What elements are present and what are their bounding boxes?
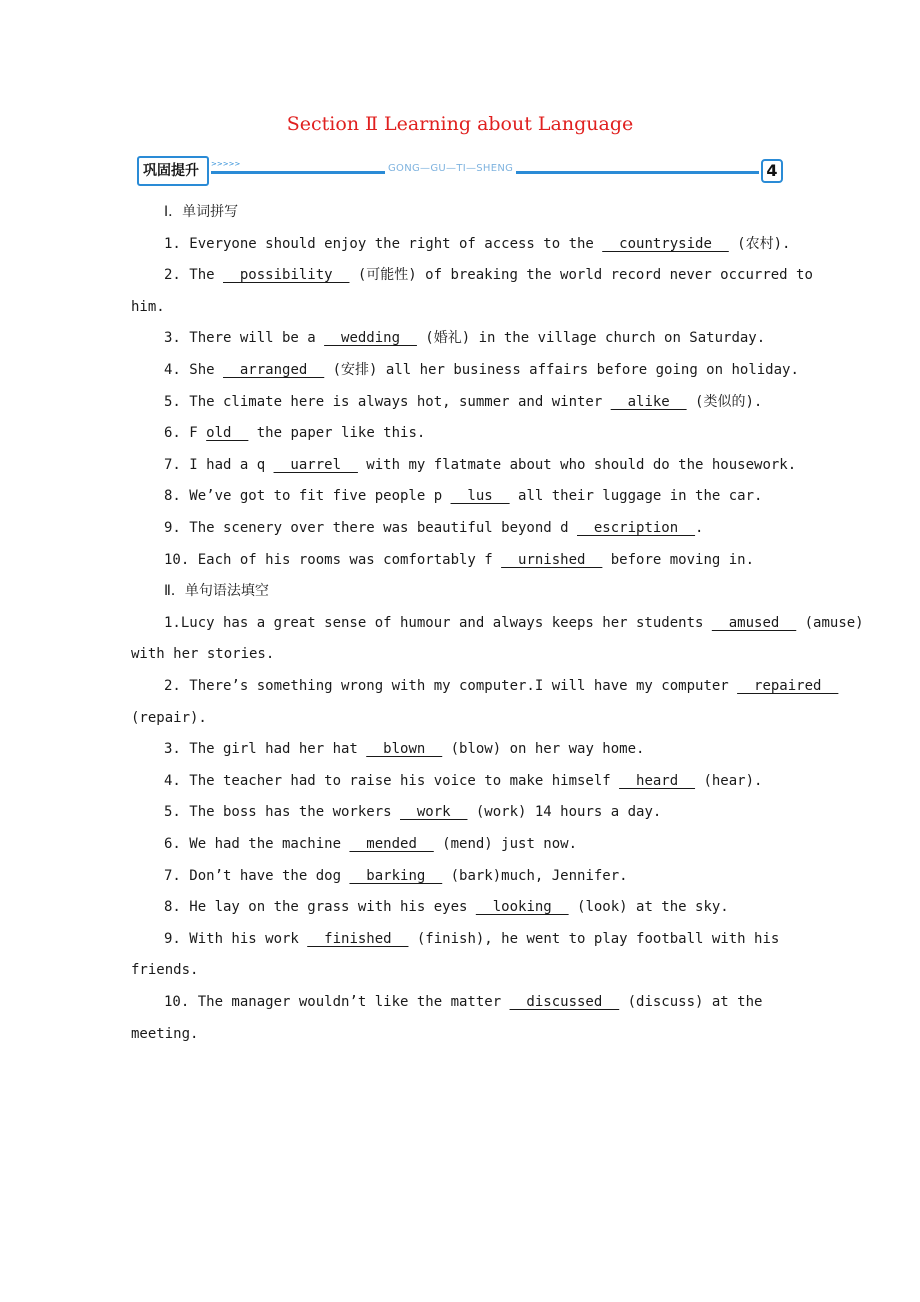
answer-blank: __heard__ (619, 772, 696, 789)
question-text-end: (bark)much, Jennifer. (442, 867, 628, 884)
question-line (164, 898, 729, 916)
question-line (164, 740, 644, 758)
answer-blank: __blown__ (366, 741, 443, 758)
answer-blank: __looking__ (475, 899, 569, 916)
question-text: 1.Lucy has a great sense of humour and always keeps her students (164, 614, 712, 631)
question-text: 1. Everyone should enjoy the right of access to the (164, 235, 603, 252)
question-text-end: the paper like this. (248, 425, 426, 442)
question-text-end: (农村). (728, 235, 791, 252)
answer-blank: __countryside__ (602, 235, 729, 252)
answer-blank: __repaired__ (737, 678, 839, 694)
answer-blank: __alike__ (610, 393, 687, 410)
question-text-end: (amuse) (796, 614, 864, 631)
question-line (164, 930, 779, 948)
question-text-end: (finish), he went to play football with his (408, 930, 780, 947)
banner-number: 4 (761, 159, 783, 183)
answer-blank: __finished__ (307, 930, 409, 947)
question-text-end: (mend) just now. (433, 836, 578, 852)
question-line (164, 424, 425, 442)
answer-blank: __possibility__ (223, 267, 350, 284)
answer-blank: __urnished__ (501, 551, 603, 568)
question-continuation: meeting. (131, 1025, 199, 1042)
question-text-end: (hear). (695, 772, 763, 789)
question-text-end: (婚礼) in the village church on Saturday. (416, 330, 766, 347)
question-text: 5. The boss has the workers (164, 804, 401, 821)
question-line (164, 235, 790, 253)
question-text: 4. She (164, 362, 224, 378)
question-text: 7. I had a q (164, 456, 274, 473)
question-text: 5. The climate here is always hot, summer and winter (164, 393, 611, 410)
question-text-end: (可能性) of breaking the world record never occurred to (349, 267, 813, 284)
question-text: 10. The manager wouldn’t like the matter (164, 994, 510, 1010)
banner-pinyin: GONG—GU—TI—SHENG (385, 163, 516, 174)
question-line (164, 677, 838, 695)
question-line (164, 487, 762, 505)
question-line (164, 551, 754, 569)
answer-blank: __discussed__ (509, 994, 620, 1010)
question-continuation: with her stories. (131, 646, 275, 663)
question-line (164, 456, 796, 474)
question-text-end: (look) at the sky. (568, 899, 729, 916)
question-line (164, 393, 762, 411)
question-text-end: (blow) on her way home. (442, 741, 645, 758)
question-text-end: (安排) all her business affairs before going on holiday. (324, 362, 799, 378)
answer-blank: __mended__ (349, 836, 434, 852)
question-text: 3. There will be a (164, 330, 325, 347)
question-text-end: before moving in. (602, 551, 755, 568)
question-text-end: . (695, 520, 704, 536)
answer-blank: old__ (206, 425, 249, 442)
answer-blank: __arranged__ (223, 362, 325, 378)
page-title: Section Ⅱ Learning about Language (286, 113, 634, 135)
question-text: 3. The girl had her hat (164, 741, 367, 758)
question-text: 9. The scenery over there was beautiful beyond d (164, 520, 578, 536)
answer-blank: __amused__ (711, 614, 797, 631)
question-line (164, 266, 813, 284)
question-line (164, 329, 765, 347)
question-line (164, 519, 703, 537)
banner-label: 巩固提升 (137, 156, 209, 186)
question-line (164, 614, 864, 632)
question-text-end: (类似的). (686, 393, 763, 410)
question-line (164, 803, 661, 821)
section-banner (137, 156, 787, 190)
question-line (164, 772, 762, 790)
section-heading: Ⅰ．单词拼写 (164, 204, 239, 220)
question-continuation: friends. (131, 962, 199, 979)
question-line (164, 835, 577, 853)
question-line (164, 867, 628, 885)
question-continuation: (repair). (131, 709, 207, 726)
answer-blank: __barking__ (349, 867, 443, 884)
question-line (164, 993, 762, 1011)
question-text-end: (discuss) at the (619, 994, 763, 1010)
answer-blank: __work__ (400, 804, 468, 821)
question-line (164, 361, 799, 379)
question-text: 7. Don’t have the dog (164, 867, 350, 884)
question-text: 9. With his work (164, 930, 308, 947)
answer-blank: __uarrel__ (273, 456, 358, 473)
question-text: 6. F (164, 425, 207, 442)
banner-arrows: >>>>> (211, 160, 241, 168)
answer-blank: __wedding__ (324, 330, 417, 347)
answer-blank: __escription__ (577, 520, 696, 536)
question-text: 8. We’ve got to fit five people p (164, 488, 451, 505)
question-text: 2. There’s something wrong with my computer.I will have my computer (164, 678, 738, 694)
question-text: 10. Each of his rooms was comfortably f (164, 551, 502, 568)
question-text-end: (work) 14 hours a day. (467, 804, 662, 821)
question-text: 2. The (164, 267, 224, 284)
question-text: 6. We had the machine (164, 836, 350, 852)
question-continuation: him. (131, 298, 165, 315)
section-heading: Ⅱ．单句语法填空 (164, 583, 269, 600)
question-text: 8. He lay on the grass with his eyes (164, 899, 476, 916)
question-text-end: all their luggage in the car. (509, 488, 763, 505)
question-text: 4. The teacher had to raise his voice to make himself (164, 772, 620, 789)
question-text-end: with my flatmate about who should do the housework. (357, 456, 797, 473)
answer-blank: __lus__ (450, 488, 510, 505)
